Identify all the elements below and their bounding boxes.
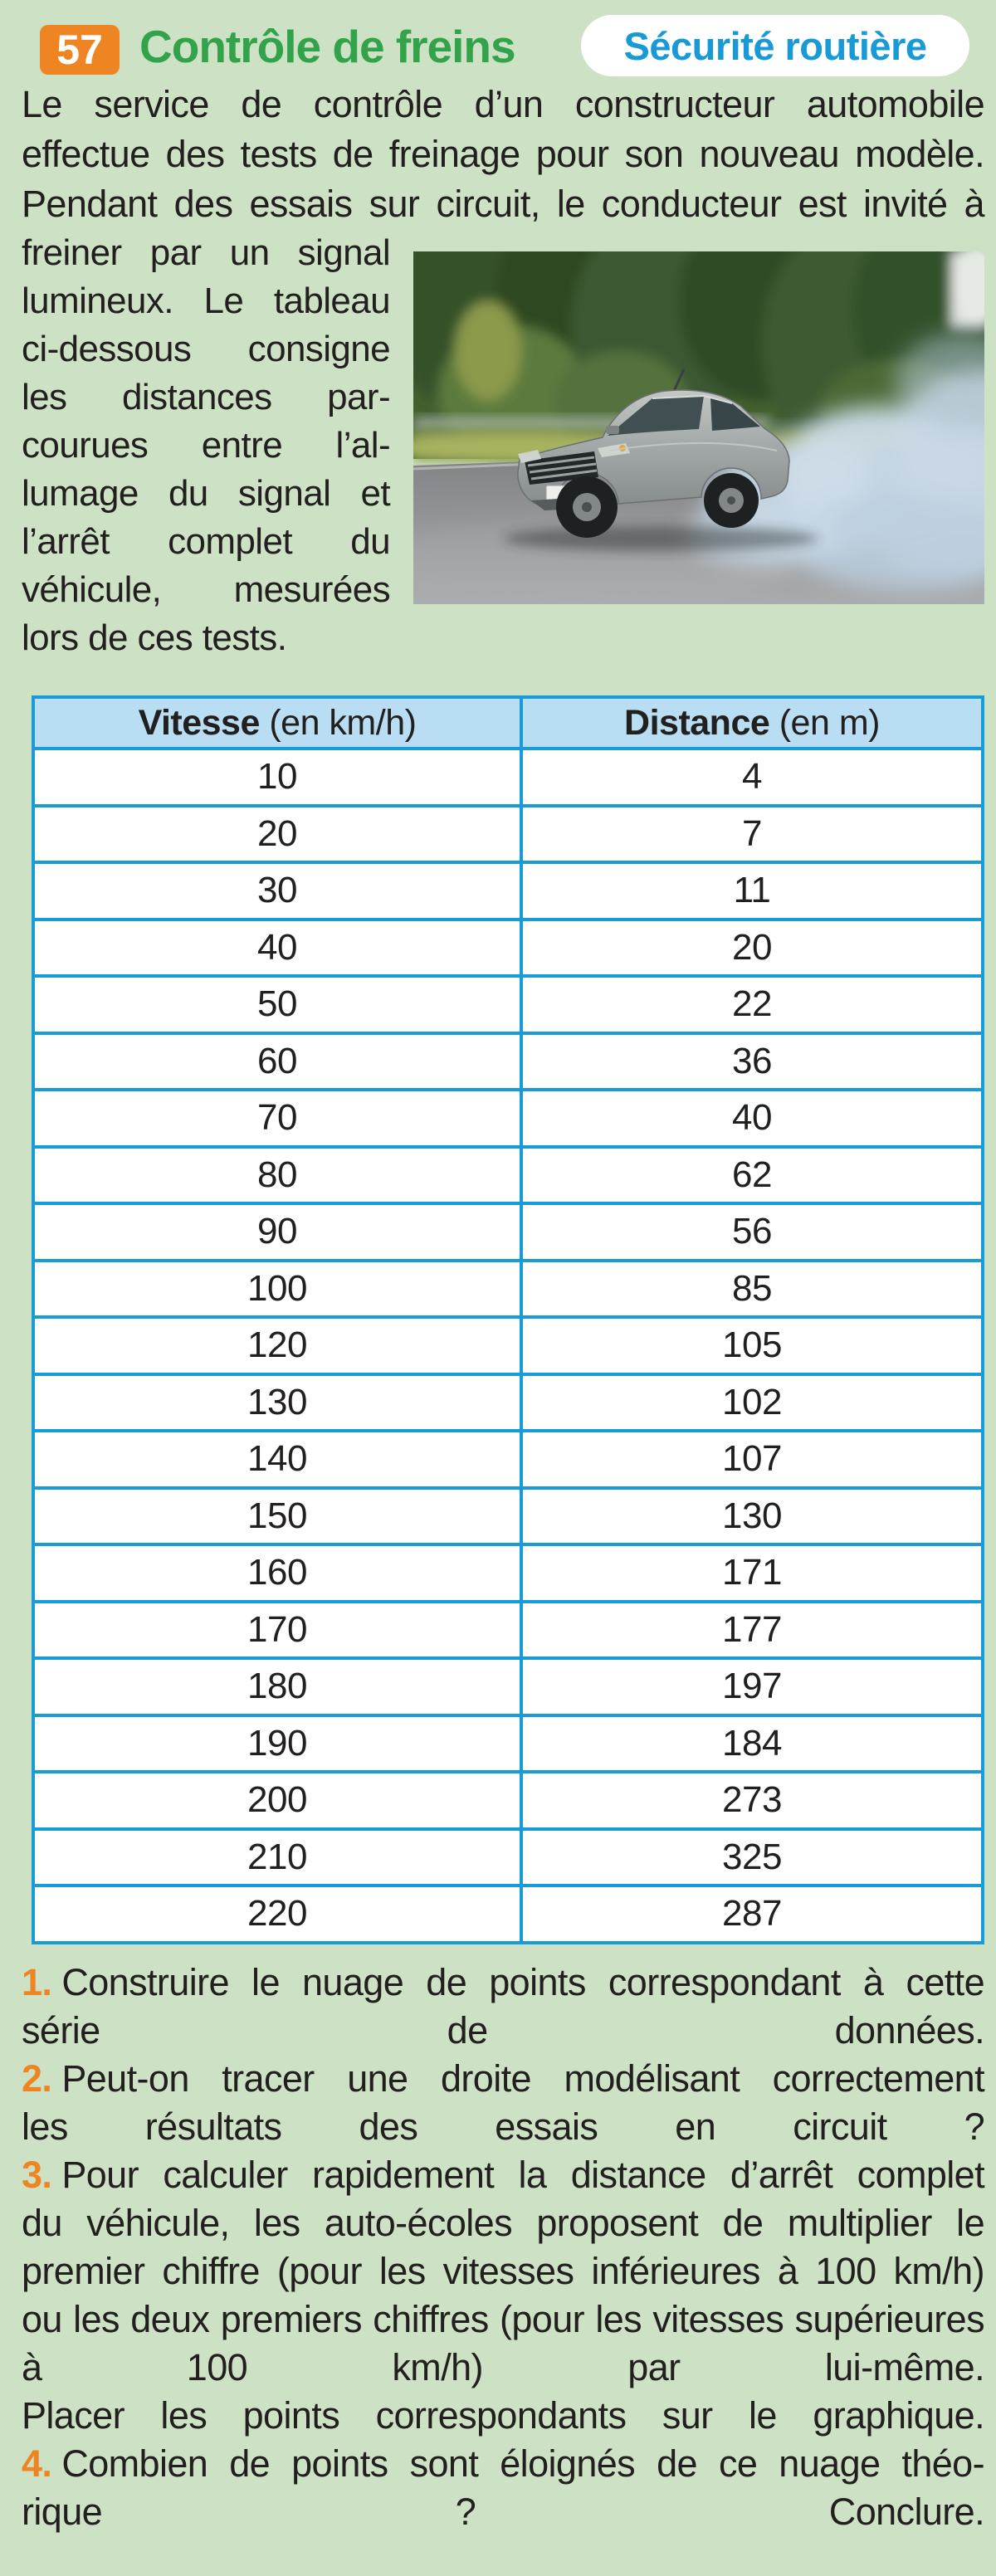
intro-full-lines <box>22 80 984 229</box>
cell-vitesse: 100 <box>33 1261 521 1318</box>
table-header-vitesse-label: Vitesse <box>138 702 260 743</box>
exercise-title: Contrôle de freins <box>139 21 515 72</box>
intro-line: les distances par- <box>22 377 390 417</box>
question-line: Placer les points correspondants sur le graphique. <box>22 2394 984 2437</box>
cell-vitesse: 70 <box>33 1090 521 1147</box>
table-header-row <box>33 697 983 749</box>
table-row <box>33 1544 983 1602</box>
cell-distance: 102 <box>521 1374 983 1432</box>
cell-distance: 287 <box>521 1886 983 1943</box>
table-row <box>33 1658 983 1715</box>
cell-vitesse: 190 <box>33 1715 521 1773</box>
table-row <box>33 976 983 1033</box>
cell-distance: 7 <box>521 806 983 863</box>
table-body <box>33 749 983 1943</box>
cell-distance: 171 <box>521 1544 983 1602</box>
cell-vitesse: 200 <box>33 1772 521 1829</box>
cell-vitesse: 50 <box>33 976 521 1033</box>
table-head <box>33 697 983 749</box>
cell-vitesse: 150 <box>33 1488 521 1545</box>
table-row <box>33 1772 983 1829</box>
cell-distance: 273 <box>521 1772 983 1829</box>
cell-vitesse: 90 <box>33 1203 521 1261</box>
cell-distance: 40 <box>521 1090 983 1147</box>
intro-line: lors de ces tests. <box>22 617 287 658</box>
car-front-hub <box>582 502 592 512</box>
questions-list <box>22 1959 984 2536</box>
cell-vitesse: 140 <box>33 1431 521 1488</box>
speed-distance-table <box>32 695 984 1944</box>
car-braking-on-track-photo <box>413 251 984 604</box>
cell-distance: 85 <box>521 1261 983 1318</box>
intro-line: Pendant des essais sur circuit, le conducteur est invité à <box>22 183 984 225</box>
cell-distance: 130 <box>521 1488 983 1545</box>
intro-line: véhicule, mesurées <box>22 569 390 610</box>
table-header-vitesse <box>33 697 521 749</box>
table-row <box>33 1317 983 1374</box>
cell-distance: 20 <box>521 920 983 977</box>
question-line: rique ? Conclure. <box>22 2491 984 2533</box>
theme-badge <box>581 15 969 76</box>
intro-line: ci-dessous consigne <box>22 329 390 369</box>
theme-badge-label: Sécurité routière <box>623 23 927 68</box>
question-line: série de données. <box>22 2009 984 2052</box>
table-row <box>33 1602 983 1659</box>
cell-distance: 107 <box>521 1431 983 1488</box>
cell-distance: 4 <box>521 749 983 806</box>
intro-line: effectue des tests de freinage pour son nouveau modèle. <box>22 133 984 175</box>
cell-vitesse: 10 <box>33 749 521 806</box>
question-line: premier chiffre (pour les vitesses inférieures à 100 km/h) <box>22 2250 984 2292</box>
table-row <box>33 1147 983 1204</box>
question-line-numbered: 2. Peut-on tracer une droite modélisant correctement <box>22 2057 984 2100</box>
table-row <box>33 806 983 863</box>
table-row <box>33 1431 983 1488</box>
car-rear-hub <box>727 496 735 505</box>
cell-distance: 184 <box>521 1715 983 1773</box>
car-shadow <box>503 526 818 551</box>
table-row <box>33 1715 983 1773</box>
cell-vitesse: 180 <box>33 1658 521 1715</box>
cell-distance: 197 <box>521 1658 983 1715</box>
question-number: 4. <box>22 2442 52 2485</box>
question-line-numbered: 3. Pour calculer rapidement la distance d’arrêt complet <box>22 2154 984 2196</box>
cell-vitesse: 60 <box>33 1033 521 1090</box>
cell-distance: 56 <box>521 1203 983 1261</box>
question-line: les résultats des essais en circuit ? <box>22 2105 984 2148</box>
cell-distance: 105 <box>521 1317 983 1374</box>
cell-distance: 177 <box>521 1602 983 1659</box>
table-row <box>33 749 983 806</box>
cell-distance: 36 <box>521 1033 983 1090</box>
question-line: à 100 km/h) par lui-même. <box>22 2346 984 2388</box>
cell-distance: 11 <box>521 862 983 920</box>
table-header-distance <box>521 697 983 749</box>
cell-vitesse: 80 <box>33 1147 521 1204</box>
table-row <box>33 1203 983 1261</box>
table-row <box>33 1261 983 1318</box>
question-line-numbered: 1. Construire le nuage de points correspondant à cette <box>22 1961 984 2003</box>
question-line: du véhicule, les auto-écoles proposent de multiplier le <box>22 2202 984 2244</box>
intro-line: lumineux. Le tableau <box>22 281 390 321</box>
cell-vitesse: 20 <box>33 806 521 863</box>
question-line-numbered: 4. Combien de points sont éloignés de ce nuage théo- <box>22 2442 984 2485</box>
car-mirror <box>606 426 619 434</box>
table-header-distance-label: Distance <box>624 702 770 743</box>
car-braking-illustration <box>413 251 984 604</box>
table-row <box>33 1886 983 1943</box>
table-header-distance-unit: (en m) <box>769 702 880 743</box>
table-row <box>33 1033 983 1090</box>
table-row <box>33 920 983 977</box>
cell-distance: 62 <box>521 1147 983 1204</box>
table-row <box>33 862 983 920</box>
cell-vitesse: 170 <box>33 1602 521 1659</box>
question-line: ou les deux premiers chiffres (pour les vitesses supérieures <box>22 2298 984 2340</box>
table-row <box>33 1374 983 1432</box>
question-number: 3. <box>22 2154 52 2196</box>
cell-distance: 22 <box>521 976 983 1033</box>
cell-vitesse: 120 <box>33 1317 521 1374</box>
table-row <box>33 1090 983 1147</box>
table-header-vitesse-unit: (en km/h) <box>259 702 417 743</box>
question-number: 1. <box>22 1961 52 2003</box>
intro-line: l’arrêt complet du <box>22 521 390 562</box>
cell-vitesse: 40 <box>33 920 521 977</box>
intro-line: freiner par un signal <box>22 232 390 273</box>
cell-vitesse: 210 <box>33 1829 521 1886</box>
intro-line: courues entre l’al- <box>22 425 390 466</box>
cell-vitesse: 130 <box>33 1374 521 1432</box>
cell-vitesse: 220 <box>33 1886 521 1943</box>
cell-distance: 325 <box>521 1829 983 1886</box>
table-row <box>33 1829 983 1886</box>
question-number: 2. <box>22 2057 52 2100</box>
intro-line: Le service de contrôle d’un constructeur automobile <box>22 83 984 125</box>
intro-line: lumage du signal et <box>22 473 390 514</box>
table-row <box>33 1488 983 1545</box>
cell-vitesse: 160 <box>33 1544 521 1602</box>
cell-vitesse: 30 <box>33 862 521 920</box>
intro-narrow-lines <box>22 229 390 662</box>
exercise-number-badge: 57 <box>40 25 120 75</box>
